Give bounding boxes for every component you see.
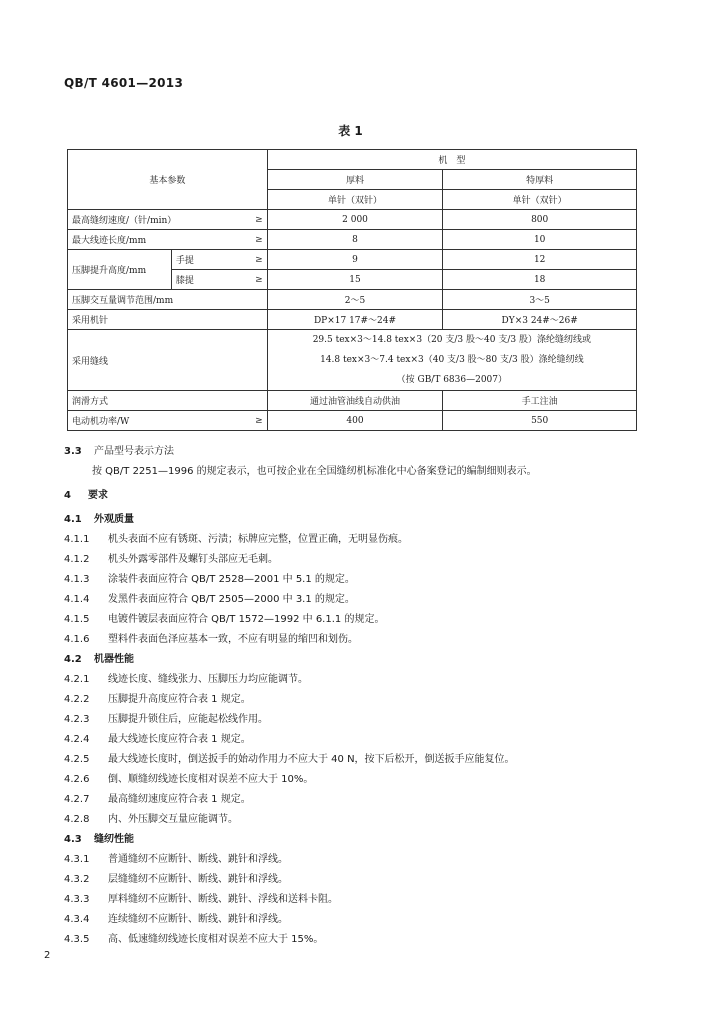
clause-number: 4.2.2: [64, 694, 90, 705]
row-value-thick: 400: [267, 411, 443, 431]
row-symbol: ≥: [211, 270, 267, 290]
row-symbol: ≥: [211, 210, 267, 230]
clause-text: 电镀件镀层表面应符合 QB/T 1572—1992 中 6.1.1 的规定。: [108, 614, 385, 625]
list-item: [64, 870, 654, 890]
head-basic-params: 基本参数: [68, 150, 268, 210]
clause-number: 4.2.7: [64, 794, 90, 805]
table-row: [68, 310, 637, 330]
clause-number: 4.1.2: [64, 554, 90, 565]
section-heading: [64, 830, 654, 850]
list-item: [64, 750, 654, 770]
clause-number: 4.2.8: [64, 814, 90, 825]
col-thick: 厚料: [267, 170, 443, 190]
section-title: 缝纫性能: [94, 834, 134, 845]
clause-text: 涂装件表面应符合 QB/T 2528—2001 中 5.1 的规定。: [108, 574, 355, 585]
table-row: [68, 330, 637, 391]
section-heading: [64, 442, 654, 462]
list-item: [64, 590, 654, 610]
row-symbol: ≥: [211, 230, 267, 250]
clause-text: 最高缝纫速度应符合表 1 规定。: [108, 794, 251, 805]
clause-number: 4.3.5: [64, 934, 90, 945]
table-title: 表 1: [338, 124, 363, 138]
list-item: [64, 690, 654, 710]
list-item: [64, 730, 654, 750]
table-row: [68, 411, 637, 431]
clause-text: 连续缝纫不应断针、断线、跳针和浮线。: [108, 914, 288, 925]
clause-text: 厚料缝纫不应断针、断线、跳针、浮线和送料卡阻。: [108, 894, 338, 905]
row-value-extra: 3～5: [443, 290, 637, 310]
clause-number: 4.1.3: [64, 574, 90, 585]
page-number: 2: [44, 950, 51, 961]
body-text: [64, 442, 654, 950]
list-item: [64, 710, 654, 730]
row-value-thick: 8: [267, 230, 443, 250]
list-item: [64, 550, 654, 570]
table-row: [68, 250, 637, 270]
clause-text: 发黑件表面应符合 QB/T 2505—2000 中 3.1 的规定。: [108, 594, 355, 605]
thread-line-2: 14.8 tex×3～7.4 tex×3（40 支/3 股～80 支/3 股）涤纶缝纫线: [320, 355, 584, 365]
row-label: 最大线迹长度/mm: [68, 230, 212, 250]
section-number: 4.1: [64, 514, 82, 525]
section-number: 4.2: [64, 654, 82, 665]
paragraph: 按 QB/T 2251—1996 的规定表示，也可按企业在全国缝纫机标准化中心备案登记的编制细则表示。: [92, 466, 537, 477]
clause-number: 4.2.6: [64, 774, 90, 785]
row-value-extra: 10: [443, 230, 637, 250]
list-item: [64, 670, 654, 690]
standard-code: QB/T 4601—2013: [64, 76, 184, 90]
list-item: [64, 570, 654, 590]
list-4-1: [64, 530, 654, 650]
clause-number: 4.1.1: [64, 534, 90, 545]
head-model: 机 型: [267, 150, 636, 170]
section-title: 外观质量: [94, 514, 134, 525]
clause-text: 机头表面不应有锈斑、污渍；标牌应完整，位置正确，无明显伤痕。: [108, 534, 408, 545]
spec-table: [67, 149, 637, 431]
clause-number: 4.2.1: [64, 674, 90, 685]
row-label-presser: 压脚提升高度/mm: [68, 250, 172, 290]
clause-number: 4.2.5: [64, 754, 90, 765]
section-title: 机器性能: [94, 654, 134, 665]
row-sublabel: 膝提: [171, 270, 211, 290]
section-heading: [64, 486, 654, 506]
row-value-extra: 550: [443, 411, 637, 431]
clause-number: 4.3.2: [64, 874, 90, 885]
row-label: 电动机功率/W: [68, 411, 212, 431]
row-value-thick: 2 000: [267, 210, 443, 230]
clause-text: 倒、顺缝纫线迹长度相对误差不应大于 10%。: [108, 774, 314, 785]
row-label: 压脚交互量调节范围/mm: [68, 290, 268, 310]
thread-line-3: （按 GB/T 6836—2007）: [396, 375, 508, 385]
clause-text: 最大线迹长度应符合表 1 规定。: [108, 734, 251, 745]
row-value-thick: 15: [267, 270, 443, 290]
row-symbol: ≥: [211, 411, 267, 431]
row-value-thick: 9: [267, 250, 443, 270]
row-value-extra: 12: [443, 250, 637, 270]
clause-number: 4.1.5: [64, 614, 90, 625]
sub-thick: 单针（双针）: [267, 190, 443, 210]
clause-text: 层缝缝纫不应断针、断线、跳针和浮线。: [108, 874, 288, 885]
list-item: [64, 930, 654, 950]
section-number: 4.3: [64, 834, 82, 845]
clause-number: 4.1.6: [64, 634, 90, 645]
clause-text: 内、外压脚交互量应能调节。: [108, 814, 238, 825]
sub-extra-thick: 单针（双针）: [443, 190, 637, 210]
row-label: 最高缝纫速度/（针/min）: [68, 210, 212, 230]
clause-text: 塑料件表面色泽应基本一致，不应有明显的缩凹和划伤。: [108, 634, 358, 645]
list-item: [64, 910, 654, 930]
row-value-thick: 2～5: [267, 290, 443, 310]
clause-number: 4.2.3: [64, 714, 90, 725]
clause-text: 压脚提升高度应符合表 1 规定。: [108, 694, 251, 705]
clause-number: 4.3.4: [64, 914, 90, 925]
clause-text: 线迹长度、缝线张力、压脚压力均应能调节。: [108, 674, 308, 685]
thread-line-1: 29.5 tex×3～14.8 tex×3（20 支/3 股～40 支/3 股）涤纶缝纫线或: [312, 335, 591, 345]
section-heading: [64, 510, 654, 530]
table-row: [68, 290, 637, 310]
row-sublabel: 手提: [171, 250, 211, 270]
row-label: 采用缝线: [68, 330, 268, 391]
clause-text: 高、低速缝纫线迹长度相对误差不应大于 15%。: [108, 934, 324, 945]
row-value-thick: 通过油管油线自动供油: [267, 391, 443, 411]
table-row: [68, 230, 637, 250]
row-value-thick: DP×17 17#～24#: [267, 310, 443, 330]
clause-text: 机头外露零部件及螺钉头部应无毛刺。: [108, 554, 278, 565]
section-title: 要求: [88, 490, 108, 501]
row-label: 采用机针: [68, 310, 268, 330]
list-4-3: [64, 850, 654, 950]
section-title: 产品型号表示方法: [94, 446, 174, 457]
list-item: [64, 790, 654, 810]
list-item: [64, 530, 654, 550]
clause-text: 普通缝纫不应断针、断线、跳针和浮线。: [108, 854, 288, 865]
list-item: [64, 890, 654, 910]
row-symbol: ≥: [211, 250, 267, 270]
list-item: [64, 630, 654, 650]
clause-number: 4.2.4: [64, 734, 90, 745]
clause-number: 4.3.3: [64, 894, 90, 905]
clause-text: 压脚提升锁住后，应能起松线作用。: [108, 714, 268, 725]
list-4-2: [64, 670, 654, 830]
list-item: [64, 810, 654, 830]
row-value-extra: DY×3 24#～26#: [443, 310, 637, 330]
clause-number: 4.3.1: [64, 854, 90, 865]
list-item: [64, 770, 654, 790]
row-value-extra: 18: [443, 270, 637, 290]
section-number: 3.3: [64, 446, 82, 457]
row-value-extra: 800: [443, 210, 637, 230]
clause-number: 4.1.4: [64, 594, 90, 605]
section-number: 4: [64, 490, 71, 501]
table-row: [68, 210, 637, 230]
clause-text: 最大线迹长度时，倒送扳手的始动作用力不应大于 40 N，按下后松开，倒送扳手应能复位。: [108, 754, 515, 765]
table-row: [68, 391, 637, 411]
row-value-extra: 手工注油: [443, 391, 637, 411]
section-heading: [64, 650, 654, 670]
list-item: [64, 850, 654, 870]
row-label: 润滑方式: [68, 391, 268, 411]
col-extra-thick: 特厚料: [443, 170, 637, 190]
list-item: [64, 610, 654, 630]
row-value-thread: [267, 330, 636, 391]
table-head-row-1: [68, 150, 637, 170]
